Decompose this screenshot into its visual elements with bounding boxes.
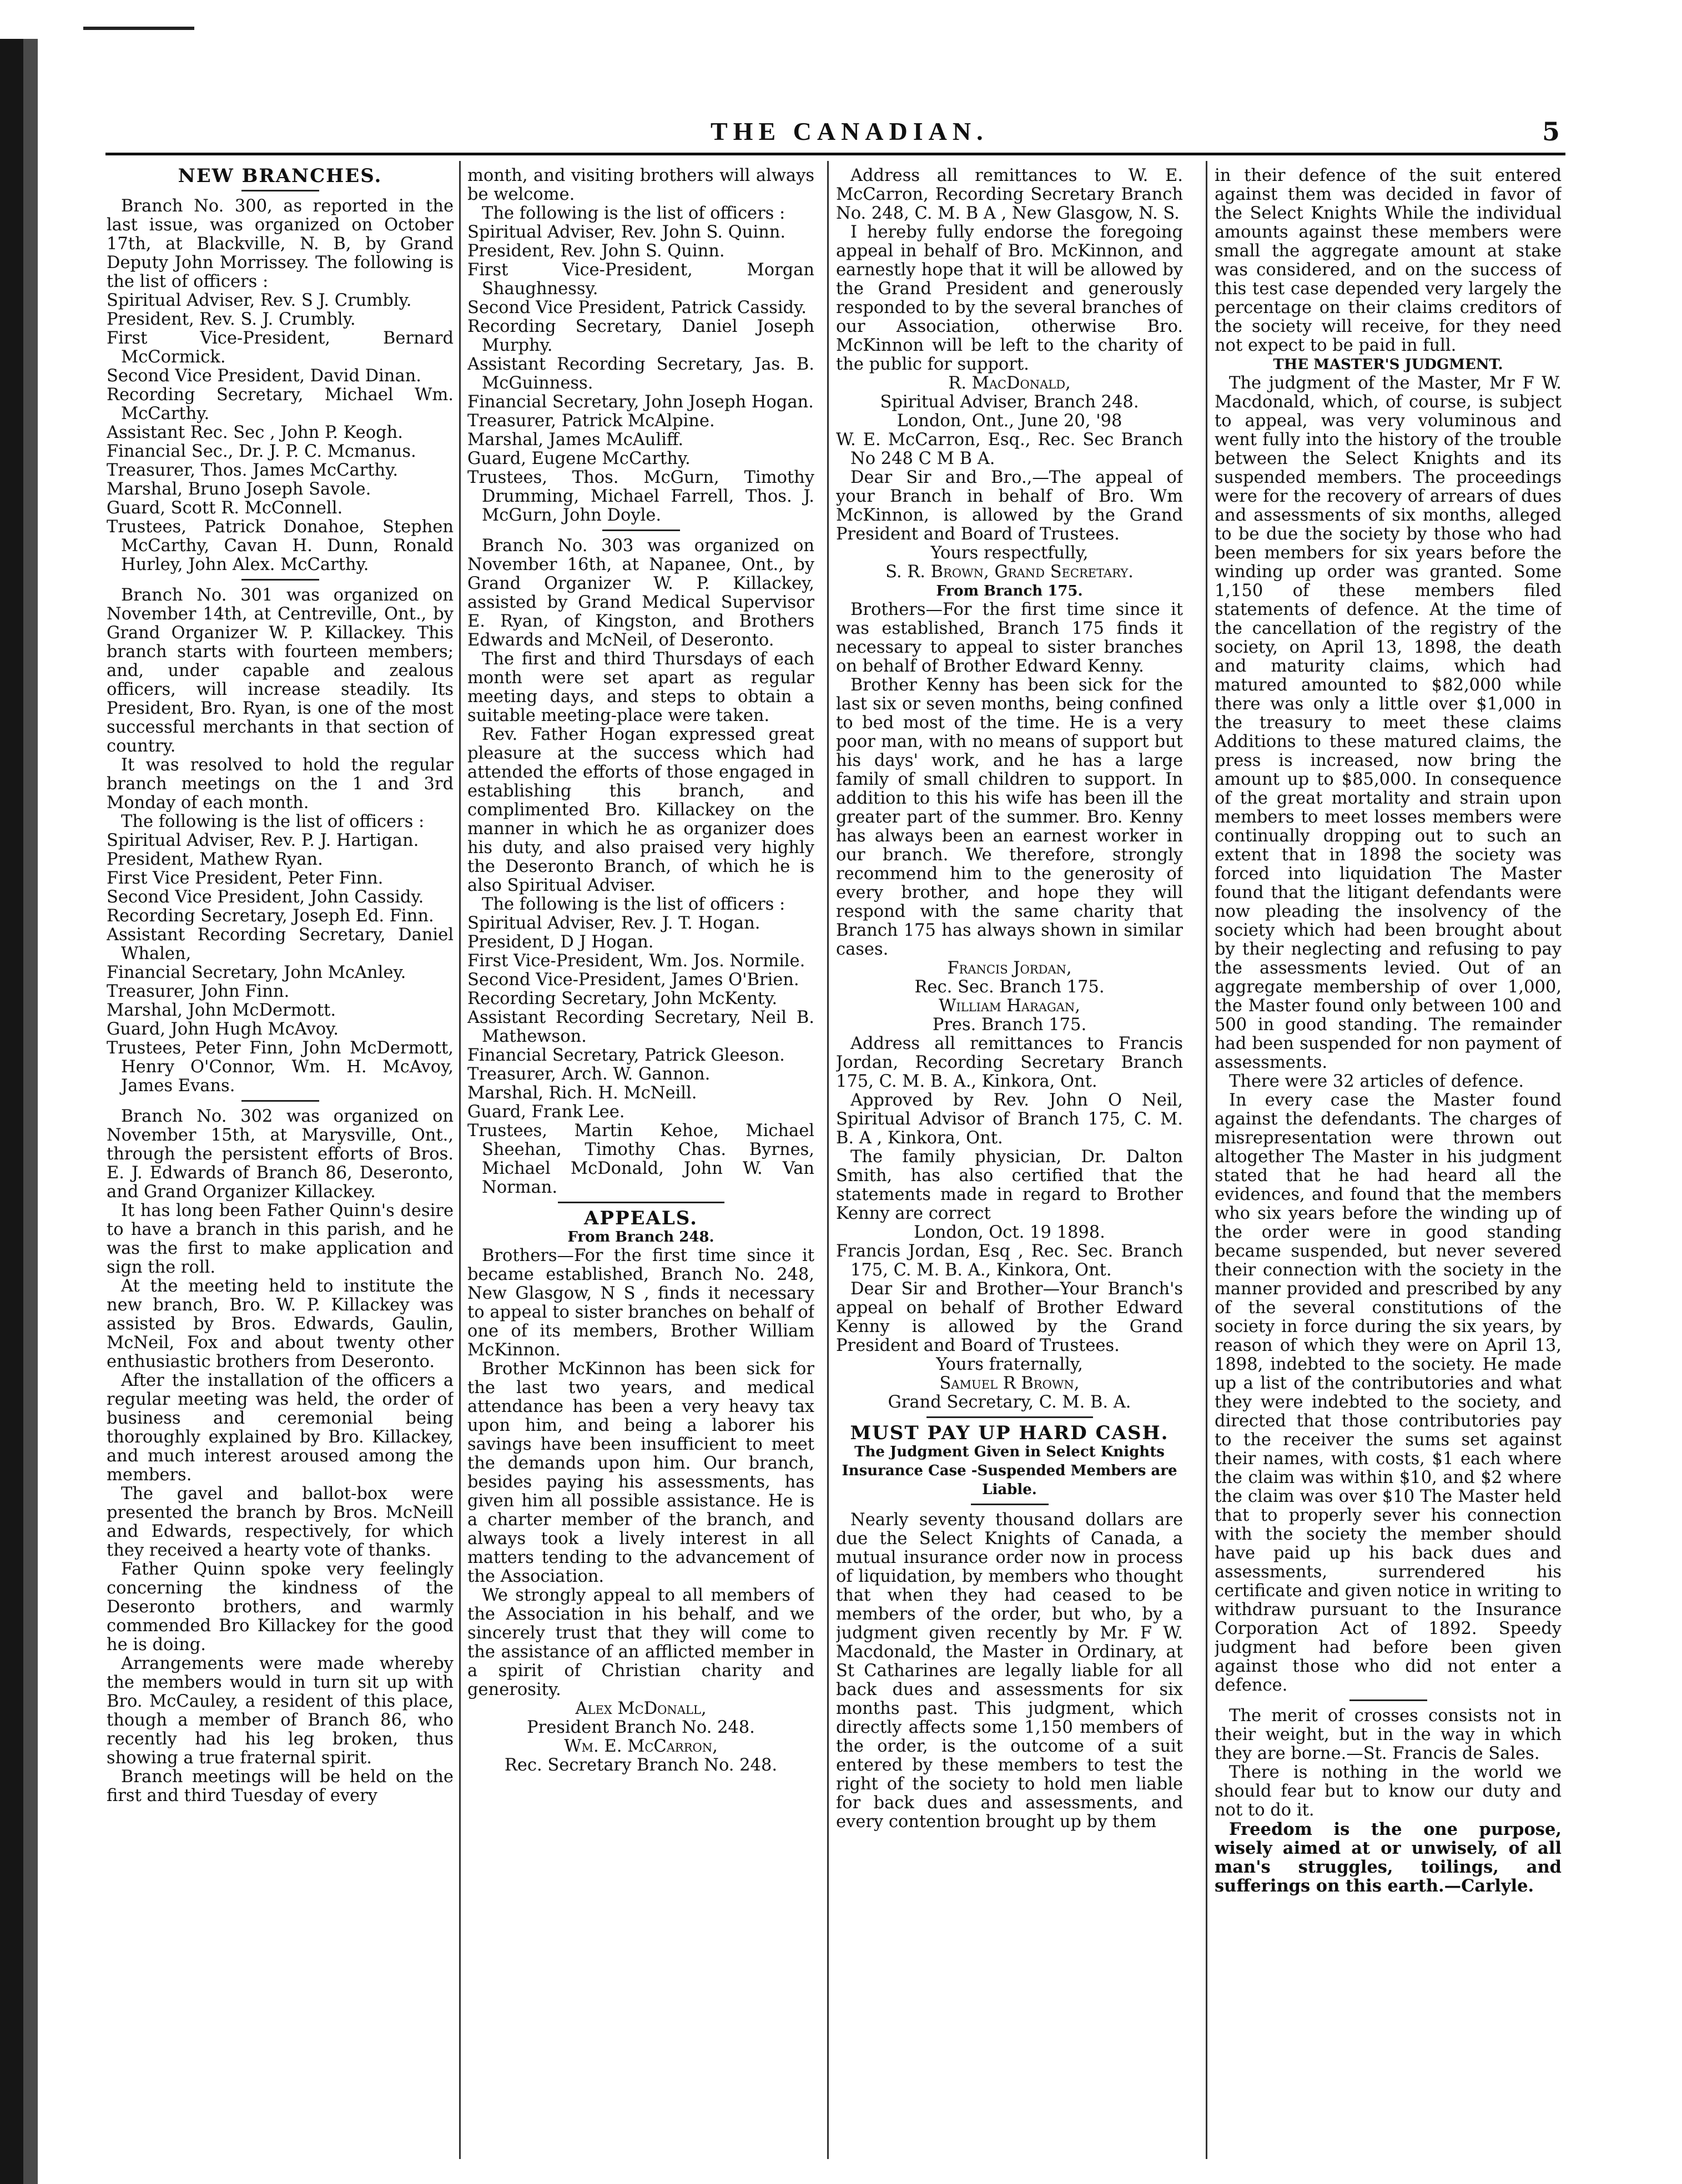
- paragraph: Dear Sir and Brother—Your Branch's appeal on behalf of Brother Edward Kenny is allowed by the Grand President and Board of Trustees.: [836, 1279, 1183, 1355]
- paragraph: Rev. Father Hogan expressed great pleasure at the success which had attended the efforts of those engaged in establishing this branch, and complimented Bro. Killackey on the manner in which he as organizer does his duty, and also praised very highly the Deseronto Branch, of which he is also Spiritual Adviser.: [467, 725, 814, 895]
- paragraph: in their defence of the suit entered against them was decided in favor of the Select Knights While the individual amounts against these members were small the aggregate amount at stake was considered, and on the success of this test case depended very largely the percentage on their claims creditors of the society will receive, for they need not expect to be paid in full.: [1215, 167, 1562, 355]
- officer-line: First Vice-President, Morgan Shaughnessy.: [467, 260, 814, 299]
- short-rule: [241, 190, 319, 191]
- officer-line: Second Vice President, Patrick Cassidy.: [467, 298, 807, 317]
- officer-line: Treasurer, Arch. W. Gannon.: [467, 1065, 711, 1084]
- paragraph: Branch No. 301 was organized on November 14th, at Centreville, Ont., by Grand Organizer W. P. Killackey. This branch starts with fourteen members; and, under capable and zealous officers, will increase steadily. Its President, Bro. Ryan, is one of the most successful merchants in that section of country.: [107, 586, 454, 756]
- heading-new-branches: NEW BRANCHES.: [178, 167, 382, 187]
- short-rule: [926, 1416, 1093, 1418]
- officer-line: Second Vice President, David Dinan.: [107, 366, 421, 386]
- paragraph: The following is the list of officers :: [482, 895, 785, 914]
- column-rule-3: [1206, 161, 1207, 2159]
- officer-line: Assistant Recording Secretary, Daniel Whalen,: [107, 925, 454, 964]
- letter-place: London, Ont., June 20, '98: [897, 411, 1122, 431]
- signature: Francis Jordan,: [947, 959, 1072, 978]
- short-rule: [241, 579, 319, 581]
- page-number: 5: [1542, 117, 1560, 147]
- paragraph: Brother McKinnon has been sick for the last two years, and medical attendance has been a very heavy tax upon him, and being a laborer his savings have been insufficient to meet the demands upon him. Our branch, besides paying his assessments, has given him all possible assistance. He is a charter member of the branch, and always took a lively interest in all matters tending to the advancement of the Association.: [467, 1359, 814, 1586]
- officer-line: Guard, Frank Lee.: [467, 1102, 625, 1122]
- header-rule: [105, 153, 1565, 155]
- officer-line: Trustees, Martin Kehoe, Michael Sheehan, Timothy Chas. Byrnes, Michael McDonald, John W. Van Norman.: [467, 1121, 814, 1197]
- short-rule: [558, 1202, 724, 1203]
- scan-top-edge: [0, 0, 1682, 39]
- paragraph: At the meeting held to institute the new branch, Bro. W. P. Killackey was assisted by Bros. Edwards, Gaulin, McNeil, Fox and about twenty other enthusiastic brothers from Deseronto.: [107, 1277, 454, 1371]
- paragraph: The family physician, Dr. Dalton Smith, has also certified that the statements made in regard to Brother Kenny are correct: [836, 1147, 1183, 1223]
- officer-line: Marshal, Rich. H. McNeill.: [467, 1083, 697, 1103]
- officer-line: Trustees, Thos. McGurn, Timothy Drumming, Michael Farrell, Thos. J. McGurn, John Doyle.: [467, 468, 814, 525]
- paragraph: Address all remittances to W. E. McCarron, Recording Secretary Branch No. 248, C. M. B A , New Glasgow, N. S.: [836, 167, 1183, 223]
- officer-line: Assistant Rec. Sec , John P. Keogh.: [107, 423, 403, 442]
- officer-line: Assistant Recording Secretary, Jas. B. McGuinness.: [467, 355, 814, 393]
- officer-line: Guard, John Hugh McAvoy.: [107, 1020, 339, 1039]
- subheading: The Judgment Given in Select Knights Insurance Case -Suspended Members are Liable.: [842, 1444, 1177, 1498]
- signature-title: Pres. Branch 175.: [932, 1015, 1087, 1035]
- masthead: THE CANADIAN.: [711, 117, 989, 145]
- quote: Freedom is the one purpose, wisely aimed at or unwisely, of all man's struggles, toilings, and sufferings on this earth.—Carlyle.: [1215, 1819, 1562, 1896]
- officer-line: Treasurer, Thos. James McCarthy.: [107, 461, 399, 480]
- paragraph: Brothers—For the first time since it was established, Branch 175 finds it necessary to appeal to sister branches on behalf of Brother Edward Kenny.: [836, 600, 1183, 676]
- signature: Samuel R Brown,: [939, 1374, 1080, 1393]
- officer-line: Recording Secretary, John McKenty.: [467, 989, 778, 1008]
- page-header: [105, 117, 1560, 155]
- officer-line: President, D J Hogan.: [467, 932, 654, 952]
- paragraph: Branch meetings will be held on the first and third Tuesday of every: [107, 1767, 454, 1805]
- officer-line: Spiritual Adviser, Rev. P. J. Hartigan.: [107, 831, 419, 850]
- letter-close: Yours respectfully,: [930, 543, 1089, 563]
- signature-title: Grand Secretary, C. M. B. A.: [888, 1393, 1131, 1412]
- heading-must-pay: MUST PAY UP HARD CASH.: [850, 1422, 1169, 1444]
- paragraph: It was resolved to hold the regular branch meetings on the 1 and 3rd Monday of each month.: [107, 755, 454, 813]
- paragraph: The gavel and ballot-box were presented the branch by Bros. McNeill and Edwards, respectively, for which they received a hearty vote of thanks.: [107, 1484, 454, 1560]
- column-1: [107, 167, 454, 2170]
- paragraph: It has long been Father Quinn's desire to have a branch in this parish, and he was the first to make application and sign the roll.: [107, 1201, 454, 1277]
- column-4: [1215, 167, 1562, 2170]
- scan-margin-shadow: [23, 0, 38, 2184]
- paragraph: Branch No. 302 was organized on November 15th, at Marysville, Ont., through the persistent efforts of Bros. E. J. Edwards of Branch 86, Deseronto, and Grand Organizer Killackey.: [107, 1107, 454, 1202]
- officer-line: Financial Secretary, Patrick Gleeson.: [467, 1046, 785, 1065]
- paragraph: Address all remittances to Francis Jordan, Recording Secretary Branch 175, C. M. B. A., Kinkora, Ont.: [836, 1034, 1183, 1091]
- signature: R. MacDonald,: [948, 374, 1071, 393]
- officer-line: Recording Secretary, Joseph Ed. Finn.: [107, 906, 434, 926]
- paragraph: Nearly seventy thousand dollars are due the Select Knights of Canada, a mutual insurance order now in process of liquidation, by members who thought that when they had ceased to be members of the order, but who, by a judgment given recently by Mr. F W. Macdonald, the Master in Ordinary, at St Catharines are legally liable for all back dues and assessments for six months past. This judgment, which directly affects some 1,150 members of the order, is the outcome of a suit entered by these members to test the right of the society to hold men liable for back dues and assessments, and every contention brought up by them: [836, 1510, 1183, 1832]
- officer-line: Financial Secretary, John Joseph Hogan.: [467, 392, 814, 412]
- paragraph: In every case the Master found against the defendants. The charges of misrepresentation were thrown out altogether The Master in his judgment stated that he had heard all the evidences, and found that the members who six years before the winding up of the order were in good standing became suspended, but never severed their connection with the society in the manner provided and prescribed by any of the several constitutions of the society in force during the six years, by reason of which they were on April 13, 1898, indebted to the society. He made up a list of the contributories and what they were indebted to the society, and directed that those contributories pay to the receiver the sums set against their names, with costs, $1 each where the claim was within $10, and $2 where the claim was over $10 The Master held that to properly sever his connection with the society the member should have paid up his back dues and assessments, surrendered his certificate and given notice in writing to withdraw pursuant to the Insurance Corporation Act of 1892. Speedy judgment had before been given against those who did not enter a defence.: [1215, 1091, 1562, 1695]
- quote: There is nothing in the world we should fear but to know our duty and not to do it.: [1215, 1763, 1562, 1820]
- paragraph: The following is the list of officers :: [121, 812, 425, 831]
- paragraph: Arrangements were made whereby the members would in turn sit up with Bro. McCauley, a resident of this place, though a member of Branch 86, who recently had his leg broken, thus showing a true fraternal spirit.: [107, 1654, 454, 1768]
- officer-line: Spiritual Adviser, Rev. S J. Crumbly.: [107, 291, 412, 310]
- officer-line: President, Rev. John S. Quinn.: [467, 241, 725, 261]
- column-rule-1: [459, 161, 461, 2159]
- column-3: [836, 167, 1183, 2170]
- short-rule: [602, 529, 680, 531]
- officer-line: Treasurer, John Finn.: [107, 982, 290, 1001]
- paragraph: Brothers—For the first time since it became established, Branch No. 248, New Glasgow, N S , finds it necessary to appeal to sister branches on behalf of one of its members, Brother William McKinnon.: [467, 1246, 814, 1360]
- paragraph: Dear Sir and Bro.,—The appeal of your Branch in behalf of Bro. Wm McKinnon, is allowed by the Grand President and Board of Trustees.: [836, 468, 1183, 544]
- short-rule: [971, 1504, 1049, 1505]
- column-2: [467, 167, 814, 2170]
- signature-title: Rec. Sec. Branch 175.: [914, 977, 1105, 997]
- heading-appeals: APPEALS.: [584, 1207, 698, 1229]
- signature: Alex McDonall,: [575, 1699, 707, 1718]
- scan-margin-dark: [0, 0, 23, 2184]
- paragraph: Father Quinn spoke very feelingly concerning the kindness of the Deseronto brothers, and warmly commended Bro Killackey for the good he is doing.: [107, 1560, 454, 1655]
- short-rule: [241, 1100, 319, 1102]
- paragraph: After the installation of the officers a regular meeting was held, the order of business and ceremonial being thoroughly explained by Bro. Killackey, and much interest aroused among the members.: [107, 1371, 454, 1485]
- paragraph: month, and visiting brothers will always be welcome.: [467, 167, 814, 204]
- paragraph: We strongly appeal to all members of the Association in his behalf, and we sincerely trust that they will come to the assistance of an afflicted member in a spirit of Christian charity and generosity.: [467, 1586, 814, 1699]
- officer-line: Guard, Scott R. McConnell.: [107, 498, 343, 518]
- officer-line: First Vice-President, Wm. Jos. Normile.: [467, 951, 805, 971]
- officer-line: First Vice-President, Bernard McCormick.: [107, 329, 454, 367]
- paragraph: Brother Kenny has been sick for the last six or seven months, being confined to bed most of the time. He is a very poor man, with no means of support but his days' work, and he has a large family of small children to support. In addition to this his wife has been ill the greater part of the summer. Bro. Kenny has always been an earnest worker in our branch. We therefore, strongly recommend him to the generosity of every brother, and hope they will respond with the same charity that Branch 175 has always shown in similar cases.: [836, 675, 1183, 959]
- letter-address: Francis Jordan, Esq , Rec. Sec. Branch 175, C. M. B. A., Kinkora, Ont.: [836, 1242, 1183, 1280]
- signature-title: Rec. Secretary Branch No. 248.: [504, 1756, 778, 1775]
- column-rule-2: [827, 161, 829, 2159]
- signature-title: President Branch No. 248.: [527, 1718, 755, 1737]
- officer-line: Recording Secretary, Daniel Joseph Murphy.: [467, 317, 814, 355]
- officer-line: Spiritual Adviser, Rev. J. T. Hogan.: [467, 914, 761, 933]
- paragraph: Approved by Rev. John O Neil, Spiritual Advisor of Branch 175, C. M. B. A , Kinkora, Ont.: [836, 1091, 1183, 1148]
- officer-line: Financial Sec., Dr. J. P. C. Mcmanus.: [107, 442, 416, 461]
- signature-title: Spiritual Adviser, Branch 248.: [880, 392, 1139, 412]
- officer-line: President, Mathew Ryan.: [107, 850, 323, 869]
- officer-line: Marshal, Bruno Joseph Savole.: [107, 480, 371, 499]
- short-rule: [1349, 1699, 1427, 1701]
- officer-line: Second Vice-President, James O'Brien.: [467, 970, 799, 990]
- signature: William Haragan,: [939, 996, 1080, 1016]
- paragraph: The first and third Thursdays of each month were set apart as regular meeting days, and steps to obtain a suitable meeting-place were taken.: [467, 649, 814, 725]
- officer-line: Marshal, John McDermott.: [107, 1001, 336, 1020]
- letter-place: London, Oct. 19 1898.: [914, 1223, 1105, 1242]
- officer-line: Assistant Recording Secretary, Neil B. Mathewson.: [467, 1008, 814, 1046]
- paragraph: The judgment of the Master, Mr F W. Macdonald, which, of course, is subject to appeal, was very voluminous and went fully into the history of the trouble between the Select Knights and its suspended members. The proceedings were for the recovery of arrears of dues and assessments of six months, alleged to be due the society by those who had been members for six years before the winding up order was granted. Some 1,150 of these members filed statements of defence. At the time of the cancellation of the registry of the society, on April 13, 1898, the death and maturity claims, which had matured amounted to $82,000 while there was only a little over $1,000 in the treasury to meet these claims Additions to these matured claims, the press is increased, now bring the amount up to $85,000. In consequence of the great mortality and strain upon members to meet losses members were continually dropping out to such an extent that in 1898 the society was forced into liquidation The Master found that the litigant defendants were now pleading the insolvency of the society which had been brought about by their neglecting and refusing to pay the assessments levied. Out of an aggregate membership of over 1,000, the Master found only between 100 and 500 in good standing. The remainder had been suspended for non payment of assessments.: [1215, 374, 1562, 1072]
- letter-close: Yours fraternally,: [936, 1355, 1083, 1374]
- officer-line: Trustees, Patrick Donahoe, Stephen McCarthy, Cavan H. Dunn, Ronald Hurley, John Alex. McCarthy.: [107, 517, 454, 574]
- officer-line: Guard, Eugene McCarthy.: [467, 449, 691, 468]
- officer-line: First Vice President, Peter Finn.: [107, 869, 384, 888]
- paragraph: There were 32 articles of defence.: [1229, 1072, 1524, 1091]
- paragraph: The following is the list of officers :: [482, 204, 785, 223]
- paragraph: Branch No. 300, as reported in the last issue, was organized on October 17th, at Blackville, N. B, by Grand Deputy John Morrissey. The following is the list of officers :: [107, 196, 454, 291]
- officer-line: Treasurer, Patrick McAlpine.: [467, 411, 715, 431]
- officer-line: President, Rev. S. J. Crumbly.: [107, 310, 356, 329]
- paragraph: Branch No. 303 was organized on November 16th, at Napanee, Ont., by Grand Organizer W. P. Killackey, assisted by Grand Medical Supervisor E. Ryan, of Kingston, and Brothers Edwards and McNeil, of Deseronto.: [467, 536, 814, 650]
- quote: The merit of crosses consists not in their weight, but in the way in which they are borne.—St. Francis de Sales.: [1215, 1706, 1562, 1763]
- officer-line: Spiritual Adviser, Rev. John S. Quinn.: [467, 223, 786, 242]
- officer-line: Financial Secretary, John McAnley.: [107, 963, 406, 982]
- appeal-from: From Branch 175.: [936, 583, 1083, 599]
- officer-line: Marshal, James McAuliff.: [467, 430, 684, 450]
- paragraph: I hereby fully endorse the foregoing appeal in behalf of Bro. McKinnon, and earnestly hope that it will be allowed by the Grand President and generously responded to by the several branches of our Association, otherwise Bro. McKinnon will be left to the charity of the public for support.: [836, 223, 1183, 374]
- letter-address: W. E. McCarron, Esq., Rec. Sec Branch No 248 C M B A.: [836, 430, 1183, 468]
- officer-line: Trustees, Peter Finn, John McDermott, Henry O'Connor, Wm. H. McAvoy, James Evans.: [107, 1038, 454, 1096]
- officer-line: Second Vice President, John Cassidy.: [107, 887, 424, 907]
- subheading: THE MASTER'S JUDGMENT.: [1273, 356, 1503, 373]
- signature: S. R. Brown, Grand Secretary.: [885, 562, 1134, 582]
- appeal-from: From Branch 248.: [567, 1229, 714, 1245]
- signature: Wm. E. McCarron,: [564, 1737, 718, 1756]
- officer-line: Recording Secretary, Michael Wm. McCarthy.: [107, 385, 454, 423]
